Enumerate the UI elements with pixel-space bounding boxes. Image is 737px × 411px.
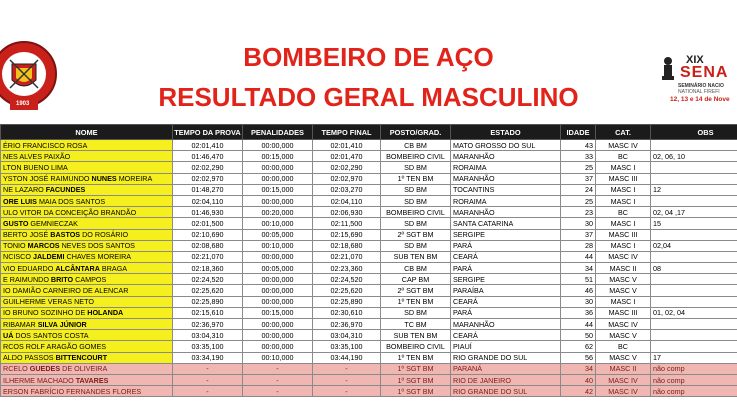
cell-idade: 46	[561, 285, 596, 296]
cell-name: IO BRUNO SOZINHO DE HOLANDA	[1, 307, 173, 318]
cell-estado: MARANHÃO	[451, 173, 561, 184]
cell-obs	[651, 229, 737, 240]
cell-tempo-prova: 02:01,500	[173, 218, 243, 229]
cell-penalidades: 00:00,000	[243, 274, 313, 285]
cell-name: ORE LUIS MAIA DOS SANTOS	[1, 195, 173, 206]
cell-tempo-final: 02:25,890	[313, 296, 381, 307]
cell-name: BERTO JOSÉ BASTOS DO ROSÁRIO	[1, 229, 173, 240]
cell-name: YSTON JOSÉ RAIMUNDO NUNES MOREIRA	[1, 173, 173, 184]
cell-penalidades: 00:15,000	[243, 184, 313, 195]
table-row	[1, 251, 737, 262]
cell-obs: não comp	[651, 374, 737, 385]
column-header: ESTADO	[451, 125, 561, 140]
cell-estado: SERGIPE	[451, 274, 561, 285]
cell-penalidades: 00:00,000	[243, 140, 313, 151]
cell-tempo-prova: 02:21,070	[173, 251, 243, 262]
cell-estado: RIO GRANDE DO SUL	[451, 352, 561, 363]
cell-name: GUSTO GEMNIECZAK	[1, 218, 173, 229]
event-subtitle-2: NATIONAL FIREFI	[678, 89, 720, 95]
cell-posto: 1º SGT BM	[381, 374, 451, 385]
table-row	[1, 218, 737, 229]
cell-posto: SD BM	[381, 240, 451, 251]
cell-posto: SUB TEN BM	[381, 251, 451, 262]
page-title: BOMBEIRO DE AÇO	[243, 42, 494, 72]
table-row	[1, 207, 737, 218]
cell-posto: BOMBEIRO CIVIL	[381, 207, 451, 218]
cell-cat: BC	[596, 207, 651, 218]
cell-penalidades: 00:10,000	[243, 240, 313, 251]
cell-cat: MASC II	[596, 263, 651, 274]
cell-name: ERSON FABRÍCIO FERNANDES FLORES	[1, 386, 173, 397]
cell-tempo-prova: -	[173, 374, 243, 385]
table-row	[1, 173, 737, 184]
cell-tempo-prova: 02:02,290	[173, 162, 243, 173]
cell-name: ALDO PASSOS BITTENCOURT	[1, 352, 173, 363]
column-header: CAT.	[596, 125, 651, 140]
cell-obs	[651, 285, 737, 296]
cell-name: VIO EDUARDO ALCÂNTARA BRAGA	[1, 263, 173, 274]
cell-tempo-final: 02:24,520	[313, 274, 381, 285]
cell-estado: PARÁ	[451, 240, 561, 251]
cell-name: UÁ DOS SANTOS COSTA	[1, 330, 173, 341]
cell-tempo-final: -	[313, 374, 381, 385]
cell-obs	[651, 330, 737, 341]
cell-posto: 2º SGT BM	[381, 285, 451, 296]
table-row	[1, 240, 737, 251]
event-subtitle-1: SEMINÁRIO NACIO	[678, 83, 724, 89]
column-header: PENALIDADES	[243, 125, 313, 140]
cell-name: ÉRIO FRANCISCO ROSA	[1, 140, 173, 151]
cell-obs: 17	[651, 352, 737, 363]
table-row-disqualified	[1, 363, 737, 374]
table-row	[1, 162, 737, 173]
cell-cat: MASC I	[596, 184, 651, 195]
cell-tempo-final: 02:02,970	[313, 173, 381, 184]
cell-penalidades: 00:05,000	[243, 263, 313, 274]
column-header: TEMPO FINAL	[313, 125, 381, 140]
table-row	[1, 151, 737, 162]
table-row-disqualified	[1, 386, 737, 397]
table-row	[1, 352, 737, 363]
cell-tempo-final: 03:35,100	[313, 341, 381, 352]
cell-tempo-prova: 03:04,310	[173, 330, 243, 341]
cell-idade: 36	[561, 307, 596, 318]
table-row	[1, 307, 737, 318]
cell-idade: 56	[561, 352, 596, 363]
cell-tempo-prova: 02:36,970	[173, 319, 243, 330]
cell-name: GUILHERME VERAS NETO	[1, 296, 173, 307]
cell-idade: 51	[561, 274, 596, 285]
cell-penalidades: -	[243, 363, 313, 374]
cell-idade: 37	[561, 173, 596, 184]
cell-obs: 02, 06, 10	[651, 151, 737, 162]
cell-estado: RIO GRANDE DO SUL	[451, 386, 561, 397]
cell-estado: CEARÁ	[451, 296, 561, 307]
cell-tempo-prova: 02:08,680	[173, 240, 243, 251]
cell-posto: CAP BM	[381, 274, 451, 285]
cell-idade: 34	[561, 263, 596, 274]
cell-obs	[651, 173, 737, 184]
cell-penalidades: 00:00,000	[243, 162, 313, 173]
cell-tempo-prova: 02:25,890	[173, 296, 243, 307]
cell-cat: MASC IV	[596, 386, 651, 397]
cell-idade: 23	[561, 207, 596, 218]
cell-estado: MARANHÃO	[451, 151, 561, 162]
cell-estado: CEARÁ	[451, 251, 561, 262]
cell-tempo-final: 02:06,930	[313, 207, 381, 218]
cell-idade: 33	[561, 151, 596, 162]
cell-obs	[651, 251, 737, 262]
cell-estado: RORAIMA	[451, 162, 561, 173]
column-header: POSTO/GRAD.	[381, 125, 451, 140]
cell-cat: MASC IV	[596, 140, 651, 151]
cell-name: RIBAMAR SILVA JÚNIOR	[1, 319, 173, 330]
cell-penalidades: 00:15,000	[243, 307, 313, 318]
cell-cat: MASC II	[596, 363, 651, 374]
cell-idade: 43	[561, 140, 596, 151]
cell-cat: MASC V	[596, 285, 651, 296]
cell-estado: PARÁ	[451, 307, 561, 318]
cell-penalidades: 00:00,000	[243, 251, 313, 262]
cell-tempo-final: 02:11,500	[313, 218, 381, 229]
cell-tempo-prova: -	[173, 386, 243, 397]
cell-cat: MASC V	[596, 274, 651, 285]
cell-idade: 34	[561, 363, 596, 374]
cell-cat: MASC V	[596, 330, 651, 341]
cell-tempo-final: -	[313, 363, 381, 374]
cell-tempo-prova: 02:02,970	[173, 173, 243, 184]
cell-tempo-prova: 03:34,190	[173, 352, 243, 363]
cell-tempo-prova: 02:10,690	[173, 229, 243, 240]
cell-tempo-prova: 02:04,110	[173, 195, 243, 206]
cell-tempo-final: 02:01,410	[313, 140, 381, 151]
cell-penalidades: 00:00,000	[243, 296, 313, 307]
cell-penalidades: 00:20,000	[243, 207, 313, 218]
cell-penalidades: 00:00,000	[243, 195, 313, 206]
cell-obs: 15	[651, 218, 737, 229]
cell-cat: MASC III	[596, 173, 651, 184]
cell-posto: SD BM	[381, 307, 451, 318]
cell-estado: PIAUÍ	[451, 341, 561, 352]
event-dates: 12, 13 e 14 de Nove	[670, 96, 730, 103]
cell-obs: 02, 04 ,17	[651, 207, 737, 218]
cell-obs	[651, 162, 737, 173]
cell-penalidades: 00:00,000	[243, 330, 313, 341]
cell-obs: 02,04	[651, 240, 737, 251]
cell-posto: 1º SGT BM	[381, 363, 451, 374]
page-subtitle: RESULTADO GERAL MASCULINO	[158, 82, 579, 112]
cell-obs: 01, 02, 04	[651, 307, 737, 318]
cell-posto: SD BM	[381, 218, 451, 229]
event-acronym: SENA	[680, 64, 729, 81]
cell-posto: 2º SGT BM	[381, 229, 451, 240]
cell-posto: SUB TEN BM	[381, 330, 451, 341]
cell-tempo-final: 02:15,690	[313, 229, 381, 240]
cell-penalidades: 00:10,000	[243, 218, 313, 229]
cell-tempo-final: 02:25,620	[313, 285, 381, 296]
table-row	[1, 285, 737, 296]
cell-penalidades: 00:15,000	[243, 151, 313, 162]
table-row	[1, 319, 737, 330]
column-header: TEMPO DA PROVA	[173, 125, 243, 140]
table-row	[1, 341, 737, 352]
cell-estado: PARANÁ	[451, 363, 561, 374]
cell-name: RCOS ROLF ARAGÃO GOMES	[1, 341, 173, 352]
cell-idade: 50	[561, 330, 596, 341]
cell-idade: 44	[561, 319, 596, 330]
cell-obs	[651, 140, 737, 151]
cell-tempo-final: 02:02,290	[313, 162, 381, 173]
cell-tempo-final: -	[313, 386, 381, 397]
cell-cat: BC	[596, 151, 651, 162]
table-row-disqualified	[1, 374, 737, 385]
cell-name: TONIO MARCOS NEVES DOS SANTOS	[1, 240, 173, 251]
cell-idade: 37	[561, 229, 596, 240]
cell-tempo-final: 02:04,110	[313, 195, 381, 206]
cell-posto: 1º TEN BM	[381, 352, 451, 363]
cell-idade: 28	[561, 240, 596, 251]
cell-posto: SD BM	[381, 184, 451, 195]
cell-name: ILHERME MACHADO TAVARES	[1, 374, 173, 385]
cell-name: RCELO GUEDES DE OLIVEIRA	[1, 363, 173, 374]
cell-tempo-final: 02:03,270	[313, 184, 381, 195]
table-row	[1, 195, 737, 206]
table-row	[1, 274, 737, 285]
cell-penalidades: 00:05,000	[243, 229, 313, 240]
cell-idade: 25	[561, 162, 596, 173]
cell-tempo-prova: 01:46,930	[173, 207, 243, 218]
cell-cat: MASC I	[596, 218, 651, 229]
cell-estado: TOCANTINS	[451, 184, 561, 195]
cell-name: NCISCO JALDEMI CHAVES MOREIRA	[1, 251, 173, 262]
cell-obs: 08	[651, 263, 737, 274]
cell-tempo-final: 03:04,310	[313, 330, 381, 341]
cell-estado: MARANHÃO	[451, 319, 561, 330]
cell-estado: SANTA CATARINA	[451, 218, 561, 229]
cell-tempo-final: 02:23,360	[313, 263, 381, 274]
cell-obs	[651, 296, 737, 307]
cell-tempo-prova: 03:35,100	[173, 341, 243, 352]
cell-posto: BOMBEIRO CIVIL	[381, 341, 451, 352]
cell-posto: BOMBEIRO CIVIL	[381, 151, 451, 162]
cell-idade: 42	[561, 386, 596, 397]
cell-obs: não comp	[651, 386, 737, 397]
cell-tempo-final: 02:18,680	[313, 240, 381, 251]
cell-posto: SD BM	[381, 195, 451, 206]
table-row	[1, 184, 737, 195]
column-header: IDADE	[561, 125, 596, 140]
cell-name: NES ALVES PAIXÃO	[1, 151, 173, 162]
cell-name: ULO VITOR DA CONCEIÇÃO BRANDÃO	[1, 207, 173, 218]
cell-penalidades: 00:00,000	[243, 341, 313, 352]
seal-year: 1903	[16, 101, 30, 107]
cell-tempo-prova: 02:15,610	[173, 307, 243, 318]
cell-tempo-prova: 01:46,470	[173, 151, 243, 162]
table-row	[1, 330, 737, 341]
cell-posto: 1º SGT BM	[381, 386, 451, 397]
cell-tempo-final: 02:36,970	[313, 319, 381, 330]
cell-obs	[651, 341, 737, 352]
results-table	[0, 124, 737, 397]
cell-idade: 30	[561, 218, 596, 229]
cell-obs	[651, 274, 737, 285]
cell-estado: PARAÍBA	[451, 285, 561, 296]
cell-posto: 1º TEN BM	[381, 173, 451, 184]
cell-obs: 12	[651, 184, 737, 195]
cell-posto: TC BM	[381, 319, 451, 330]
cell-cat: MASC I	[596, 296, 651, 307]
table-row	[1, 140, 737, 151]
cell-tempo-prova: 01:48,270	[173, 184, 243, 195]
cell-name: E RAIMUNDO BRITO CAMPOS	[1, 274, 173, 285]
cell-estado: PARÁ	[451, 263, 561, 274]
cell-tempo-final: 02:30,610	[313, 307, 381, 318]
cell-estado: RIO DE JANEIRO	[451, 374, 561, 385]
cell-cat: MASC I	[596, 240, 651, 251]
cell-tempo-final: 02:01,470	[313, 151, 381, 162]
cell-name: LTON BUENO LIMA	[1, 162, 173, 173]
cell-name: NE LAZARO FACUNDES	[1, 184, 173, 195]
cell-cat: MASC V	[596, 352, 651, 363]
table-row	[1, 263, 737, 274]
cell-estado: MATO GROSSO DO SUL	[451, 140, 561, 151]
cell-name: IO DAMIÃO CARNEIRO DE ALENCAR	[1, 285, 173, 296]
cell-tempo-prova: 02:24,520	[173, 274, 243, 285]
cell-cat: MASC IV	[596, 374, 651, 385]
cell-tempo-final: 03:44,190	[313, 352, 381, 363]
cell-posto: CB BM	[381, 140, 451, 151]
table-header-row	[1, 125, 737, 140]
cell-obs: não comp	[651, 363, 737, 374]
cell-cat: MASC I	[596, 195, 651, 206]
cell-estado: CEARÁ	[451, 330, 561, 341]
cell-idade: 30	[561, 296, 596, 307]
cell-penalidades: 00:00,000	[243, 285, 313, 296]
cell-posto: 1º TEN BM	[381, 296, 451, 307]
cell-tempo-prova: 02:18,360	[173, 263, 243, 274]
cell-penalidades: -	[243, 386, 313, 397]
cell-posto: SD BM	[381, 162, 451, 173]
cell-cat: MASC III	[596, 307, 651, 318]
cell-penalidades: -	[243, 374, 313, 385]
cell-tempo-prova: 02:25,620	[173, 285, 243, 296]
cell-obs	[651, 195, 737, 206]
cell-penalidades: 00:00,000	[243, 319, 313, 330]
cell-cat: BC	[596, 341, 651, 352]
cell-tempo-prova: 02:01,410	[173, 140, 243, 151]
column-header: NOME	[1, 125, 173, 140]
cell-idade: 44	[561, 251, 596, 262]
cell-idade: 24	[561, 184, 596, 195]
cell-estado: MARANHÃO	[451, 207, 561, 218]
cell-cat: MASC I	[596, 162, 651, 173]
cell-penalidades: 00:00,000	[243, 173, 313, 184]
column-header: OBS	[651, 125, 737, 140]
table-row	[1, 296, 737, 307]
cell-estado: SERGIPE	[451, 229, 561, 240]
cell-idade: 62	[561, 341, 596, 352]
cell-tempo-final: 02:21,070	[313, 251, 381, 262]
cell-tempo-prova: -	[173, 363, 243, 374]
cell-idade: 40	[561, 374, 596, 385]
cell-cat: MASC IV	[596, 319, 651, 330]
cell-posto: CB BM	[381, 263, 451, 274]
event-roman: XIX	[686, 54, 704, 66]
cell-idade: 25	[561, 195, 596, 206]
table-row	[1, 229, 737, 240]
cell-penalidades: 00:10,000	[243, 352, 313, 363]
cell-estado: RORAIMA	[451, 195, 561, 206]
cell-cat: MASC IV	[596, 251, 651, 262]
cell-obs	[651, 319, 737, 330]
cell-cat: MASC III	[596, 229, 651, 240]
